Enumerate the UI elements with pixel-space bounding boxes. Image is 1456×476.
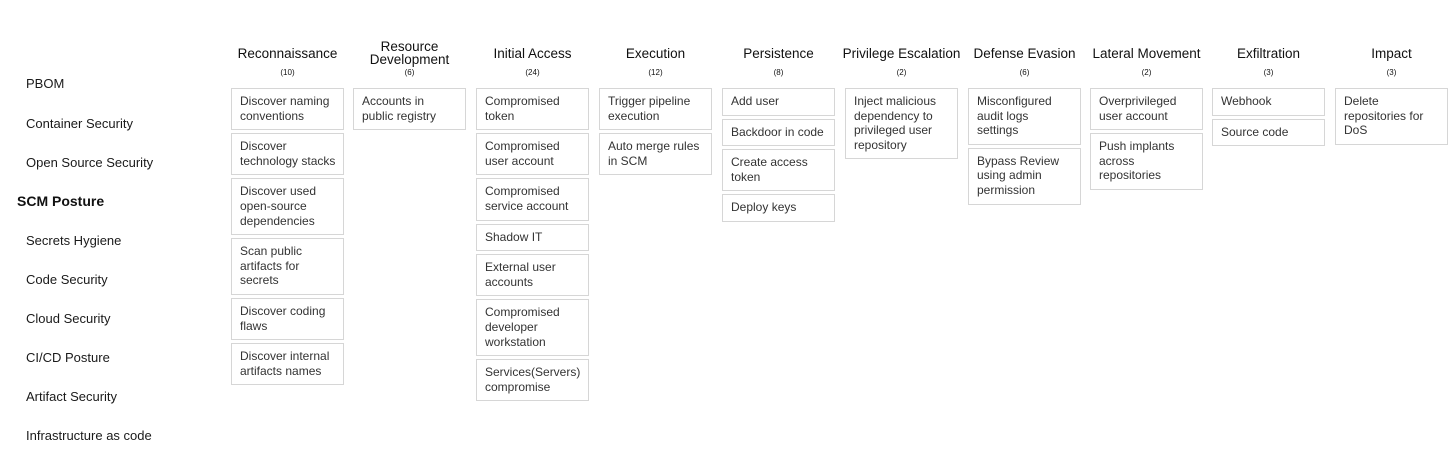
technique-label: Inject malicious dependency to privileged user repository xyxy=(854,94,937,152)
technique-label: Discover naming conventions xyxy=(240,94,330,123)
technique-list xyxy=(722,88,835,222)
technique-card[interactable] xyxy=(476,133,589,175)
column-header[interactable]: Execution xyxy=(625,45,686,61)
column-header[interactable]: Defense Evasion xyxy=(973,45,1076,61)
technique-label: Backdoor in code xyxy=(731,124,824,139)
sidebar-item-scm-posture[interactable]: SCM Posture xyxy=(17,193,105,209)
technique-card[interactable] xyxy=(1212,119,1325,147)
technique-card[interactable] xyxy=(476,178,589,220)
column-header[interactable]: Privilege Escalation xyxy=(842,45,961,61)
sidebar xyxy=(0,0,220,476)
technique-count: (10) xyxy=(280,68,295,77)
technique-count: (6) xyxy=(404,68,415,77)
technique-count: (8) xyxy=(773,68,784,77)
technique-list xyxy=(1090,88,1203,190)
technique-label: Trigger pipeline execution xyxy=(608,94,691,123)
technique-card[interactable] xyxy=(476,359,589,401)
technique-card[interactable] xyxy=(231,343,344,385)
column-header[interactable]: Persistence xyxy=(743,45,814,61)
technique-card[interactable] xyxy=(231,88,344,130)
technique-card[interactable] xyxy=(1090,88,1203,130)
technique-list xyxy=(1212,88,1325,146)
technique-label: Compromised user account xyxy=(485,139,560,168)
technique-label: Discover used open-source dependencies xyxy=(240,184,317,228)
technique-list xyxy=(476,88,589,401)
technique-count: (12) xyxy=(648,68,663,77)
technique-card[interactable] xyxy=(968,148,1081,205)
technique-card[interactable] xyxy=(599,88,712,130)
column-header[interactable]: Lateral Movement xyxy=(1092,45,1201,61)
technique-card[interactable] xyxy=(1335,88,1448,145)
technique-card[interactable] xyxy=(231,238,344,295)
technique-label: Scan public artifacts for secrets xyxy=(240,244,303,288)
technique-label: Add user xyxy=(731,94,780,108)
sidebar-item-artifact-security[interactable]: Artifact Security xyxy=(26,389,118,404)
technique-label: Compromised token xyxy=(485,94,560,123)
column-header[interactable]: Initial Access xyxy=(493,45,572,61)
technique-label: Accounts in public registry xyxy=(362,94,437,123)
technique-card[interactable] xyxy=(353,88,466,130)
technique-label: Discover coding flaws xyxy=(240,303,326,333)
technique-count: (3) xyxy=(1263,68,1274,77)
technique-label: Push implants across repositories xyxy=(1099,139,1175,183)
technique-label: Source code xyxy=(1221,124,1289,139)
technique-label: Deploy keys xyxy=(731,200,797,215)
technique-card[interactable] xyxy=(231,298,344,340)
technique-label: Misconfigured audit logs settings xyxy=(977,94,1052,138)
column-header[interactable]: Resource Development xyxy=(369,39,450,67)
technique-list xyxy=(968,88,1081,205)
technique-card[interactable] xyxy=(1212,88,1325,116)
technique-label: Discover internal artifacts names xyxy=(240,349,330,378)
technique-card[interactable] xyxy=(476,88,589,130)
sidebar-item-open-source-security[interactable]: Open Source Security xyxy=(26,155,154,170)
technique-label: Compromised service account xyxy=(485,184,569,213)
technique-label: Bypass Review using admin permission xyxy=(977,153,1060,197)
technique-card[interactable] xyxy=(722,194,835,222)
sidebar-item-container-security[interactable]: Container Security xyxy=(26,116,133,131)
technique-card[interactable] xyxy=(476,254,589,296)
technique-count: (2) xyxy=(896,68,907,77)
technique-card[interactable] xyxy=(476,299,589,356)
technique-card[interactable] xyxy=(231,133,344,175)
sidebar-item-code-security[interactable]: Code Security xyxy=(26,272,108,287)
technique-list xyxy=(353,88,466,130)
technique-label: Services(Servers) compromise xyxy=(485,365,581,394)
technique-label: Shadow IT xyxy=(485,229,543,244)
technique-label: Compromised developer workstation xyxy=(485,305,560,349)
sidebar-item-secrets-hygiene[interactable]: Secrets Hygiene xyxy=(26,233,122,248)
sidebar-item-cloud-security[interactable]: Cloud Security xyxy=(26,311,111,326)
attack-matrix xyxy=(230,0,1452,476)
technique-count: (2) xyxy=(1141,68,1152,77)
sidebar-item-cicd-posture[interactable]: CI/CD Posture xyxy=(26,350,110,365)
technique-label: Auto merge rules in SCM xyxy=(608,139,700,168)
technique-card[interactable] xyxy=(722,119,835,147)
technique-list xyxy=(599,88,712,175)
technique-label: Discover technology stacks xyxy=(240,139,336,168)
technique-card[interactable] xyxy=(722,88,835,116)
technique-list xyxy=(231,88,344,385)
technique-card[interactable] xyxy=(599,133,712,175)
sidebar-item-infrastructure-as-code[interactable]: Infrastructure as code xyxy=(26,428,152,443)
technique-card[interactable] xyxy=(968,88,1081,145)
technique-label: Create access token xyxy=(731,155,808,184)
technique-label: Webhook xyxy=(1221,94,1272,108)
technique-list xyxy=(845,88,958,159)
technique-card[interactable] xyxy=(476,224,589,252)
column-header[interactable]: Exfiltration xyxy=(1236,45,1301,61)
technique-card[interactable] xyxy=(845,88,958,159)
column-header[interactable]: Impact xyxy=(1371,45,1412,61)
technique-label: Delete repositories for DoS xyxy=(1344,94,1424,138)
technique-label: External user accounts xyxy=(485,260,556,289)
technique-count: (3) xyxy=(1386,68,1397,77)
technique-card[interactable] xyxy=(1090,133,1203,190)
technique-count: (6) xyxy=(1019,68,1030,77)
technique-label: Overprivileged user account xyxy=(1099,94,1177,123)
technique-card[interactable] xyxy=(722,149,835,191)
column-header[interactable]: Reconnaissance xyxy=(237,45,338,61)
technique-list xyxy=(1335,88,1448,145)
technique-count: (24) xyxy=(525,68,540,77)
technique-card[interactable] xyxy=(231,178,344,235)
sidebar-item-pbom[interactable]: PBOM xyxy=(26,76,65,91)
